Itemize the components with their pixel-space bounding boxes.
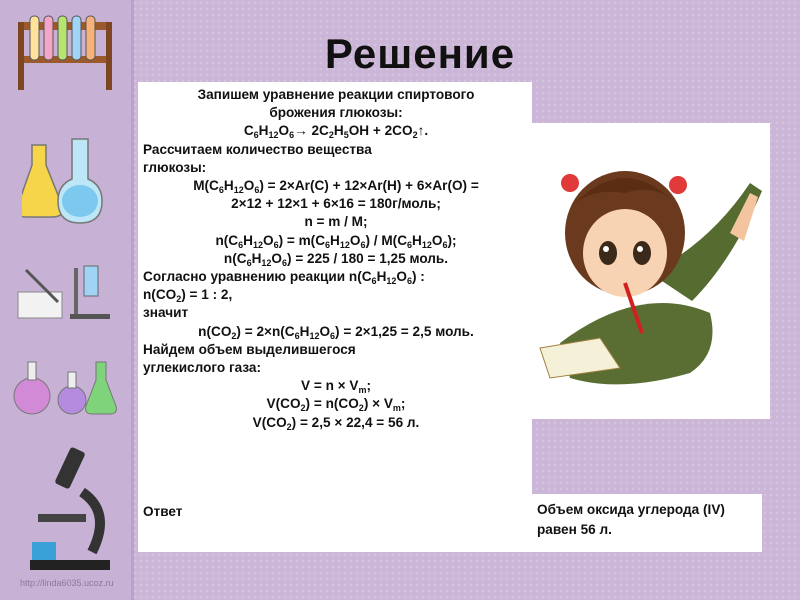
solution-line: углекислого газа: [143,360,261,376]
solution-line: брожения глюкозы: [269,105,403,121]
footer-link[interactable]: http://linda6035.ucoz.ru [20,578,114,588]
formula-line: $n(C_6H_{12}O_6) = m(C_6H_{12}O_6) / M(C_6H_{12}O_6)$; [215,232,457,250]
page-title: Решение [324,30,516,77]
glassware-icon [10,352,120,418]
solution-line: значит [143,305,189,321]
solution-line: Найдем объем выделившегося [143,341,356,357]
formula-line: $V = n \times V_m$; [301,378,371,396]
illustration-panel [530,123,770,419]
formula-line: $V(CO_2) = n(CO_2) \times V_m$; [266,396,406,414]
test-tube-rack-icon [14,14,116,94]
lab-stand-icon [14,262,114,322]
solution-line: Рассчитаем количество вещества [143,141,372,157]
formula-line: $n(C_6H_{12}O_6) = 225 / 180 = 1,25$ моль. [223,250,449,268]
answer-label: Ответ [143,504,183,519]
girl-reading-illustration [530,123,770,419]
formula-line: 2×12 + 12×1 + 6×16 = 180г/моль; [231,196,441,212]
reaction-equation: $C_6H_{12}O_6\to 2C_2H_5OH$ + $2CO_2↑$. [243,123,429,141]
solution-text [143,86,529,432]
formula-line: $V(CO_2) = 2,5 \times 22,4 = 56$ л. [252,414,420,432]
microscope-icon [22,442,118,572]
solution-line: $n(CO_2) = 1$ : 2, [143,287,233,305]
solution-line: Запишем уравнение реакции спиртового [197,87,475,102]
answer-text: Объем оксида углерода (IV) равен 56 л. [537,502,725,537]
formula-line: n = m / M; [304,214,368,230]
formula-line: $n(CO_2) = 2\times n(C_6H_{12}O_6) = 2\times 1,25 = 2,5$ моль. [198,323,474,341]
solution-line: Согласно уравнению реакции $n(C_6H_{12}O_6)$ : [143,269,425,287]
formula-line: $M(C_6H_{12}O_6) = 2\times Ar(C) + 12\times Ar(H) + 6\times Ar(O)$ = [193,178,479,196]
solution-line: глюкозы: [143,159,207,175]
flask-icon [22,135,118,230]
